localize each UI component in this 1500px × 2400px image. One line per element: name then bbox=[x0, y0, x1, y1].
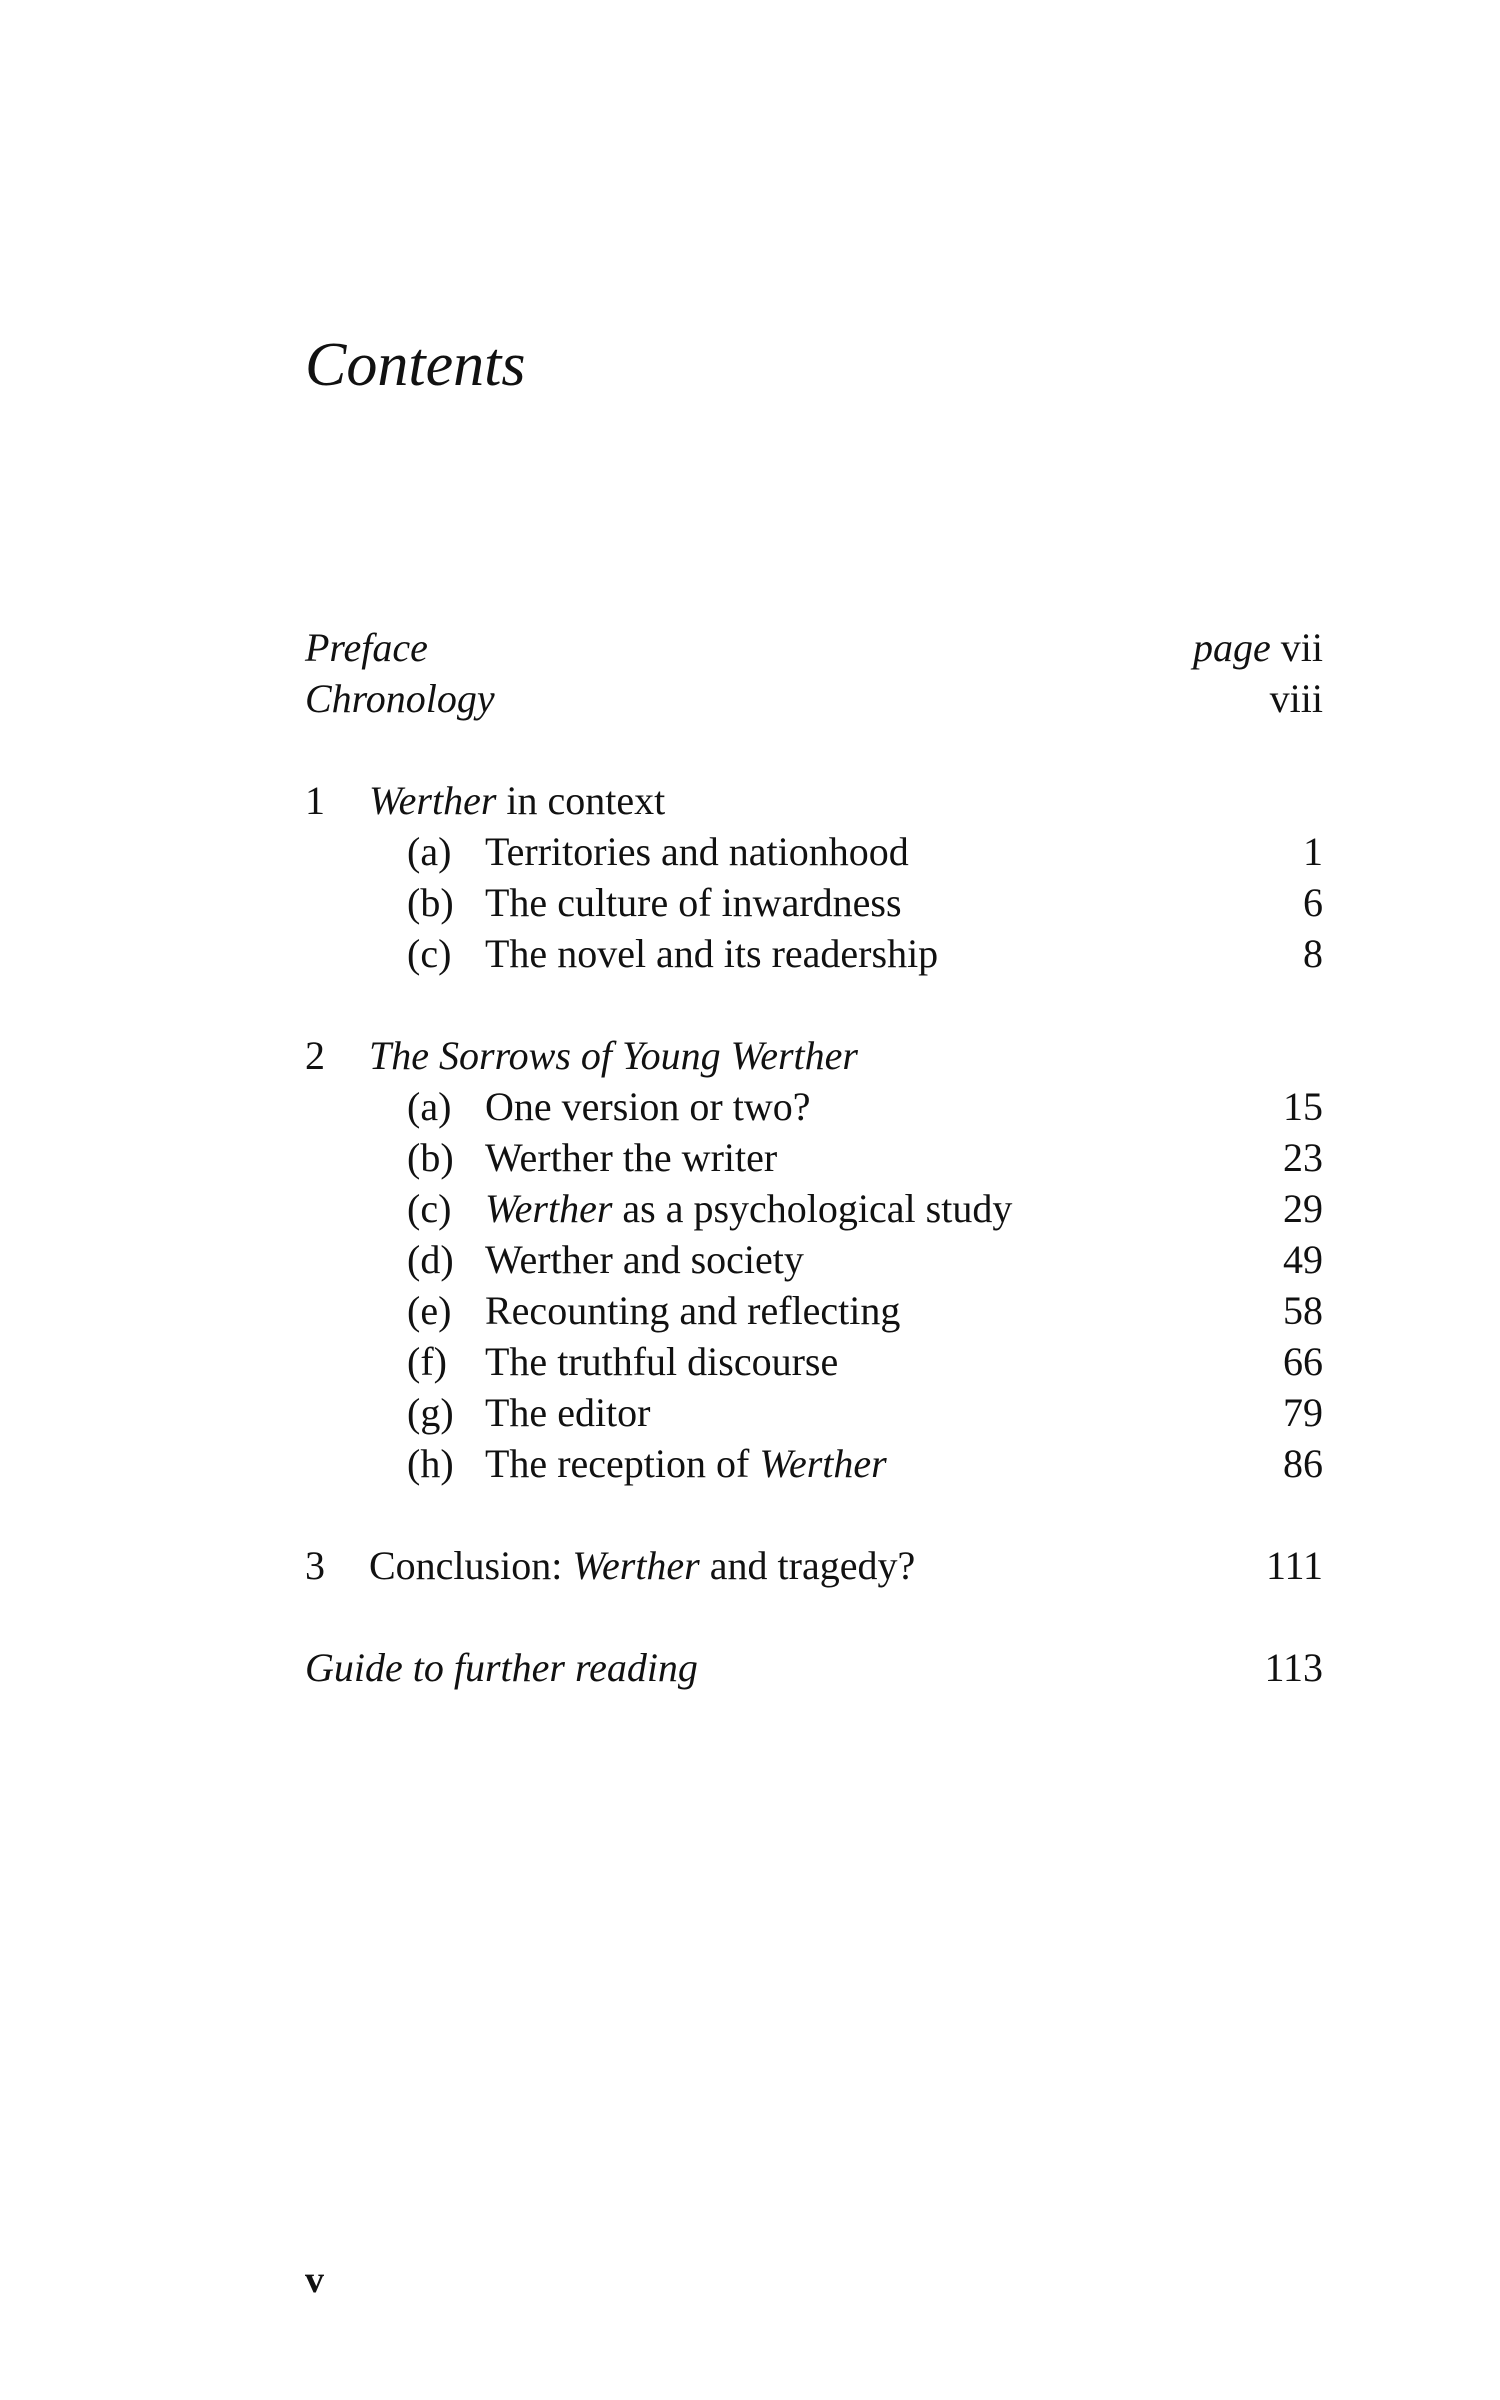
section-page: 15 bbox=[1283, 1084, 1323, 1129]
toc-section-2d bbox=[305, 1234, 1323, 1285]
section-title: The truthful discourse bbox=[485, 1339, 839, 1384]
section-page: 1 bbox=[1303, 829, 1323, 874]
section-title: The editor bbox=[485, 1390, 651, 1435]
section-title: Werther the writer bbox=[485, 1135, 778, 1180]
toc-section-2b bbox=[305, 1132, 1323, 1183]
chapter-title: Conclusion: Werther and tragedy? bbox=[369, 1543, 916, 1588]
section-page: 66 bbox=[1283, 1339, 1323, 1384]
page-number: vii bbox=[1280, 625, 1323, 670]
chapter-number: 3 bbox=[305, 1543, 325, 1588]
page-folio: v bbox=[305, 2259, 324, 2301]
section-page: 23 bbox=[1283, 1135, 1323, 1180]
section-page: 6 bbox=[1303, 880, 1323, 925]
section-label: (a) bbox=[407, 829, 452, 874]
toc-entry-guide bbox=[305, 1642, 1323, 1693]
section-page: 8 bbox=[1303, 931, 1323, 976]
page-prefix: page bbox=[1193, 625, 1271, 670]
toc-chapter-1 bbox=[305, 775, 1323, 826]
toc-section-1a bbox=[305, 826, 1323, 877]
entry-page: viii bbox=[1269, 676, 1323, 721]
section-title: Werther and society bbox=[485, 1237, 804, 1282]
toc-chapter-2 bbox=[305, 1030, 1323, 1081]
chapter-title: Werther in context bbox=[369, 778, 666, 823]
section-title: One version or two? bbox=[485, 1084, 811, 1129]
entry-title: Chronology bbox=[305, 676, 495, 721]
toc-section-2e bbox=[305, 1285, 1323, 1336]
section-title: Werther as a psychological study bbox=[485, 1186, 1013, 1231]
toc-entry-preface bbox=[305, 622, 1323, 673]
chapter-title: The Sorrows of Young Werther bbox=[369, 1033, 858, 1078]
section-label: (g) bbox=[407, 1390, 454, 1435]
toc-section-2f bbox=[305, 1336, 1323, 1387]
toc-section-2a bbox=[305, 1081, 1323, 1132]
toc-entry-chronology bbox=[305, 673, 1323, 724]
section-label: (c) bbox=[407, 1186, 452, 1231]
section-label: (a) bbox=[407, 1084, 452, 1129]
toc-section-1c bbox=[305, 928, 1323, 979]
entry-page bbox=[1193, 622, 1323, 673]
section-page: 86 bbox=[1283, 1441, 1323, 1486]
section-page: 29 bbox=[1283, 1186, 1323, 1231]
page-title: Contents bbox=[305, 331, 526, 399]
section-title: The novel and its readership bbox=[485, 931, 939, 976]
table-of-contents bbox=[305, 622, 1323, 1693]
section-label: (b) bbox=[407, 1135, 454, 1180]
toc-section-2c bbox=[305, 1183, 1323, 1234]
chapter-number: 2 bbox=[305, 1033, 325, 1078]
section-label: (h) bbox=[407, 1441, 454, 1486]
toc-section-2g bbox=[305, 1387, 1323, 1438]
section-page: 58 bbox=[1283, 1288, 1323, 1333]
section-title: Recounting and reflecting bbox=[485, 1288, 901, 1333]
chapter-number: 1 bbox=[305, 778, 325, 823]
section-label: (b) bbox=[407, 880, 454, 925]
section-page: 49 bbox=[1283, 1237, 1323, 1282]
section-label: (e) bbox=[407, 1288, 452, 1333]
chapter-page: 111 bbox=[1265, 1543, 1323, 1588]
section-label: (d) bbox=[407, 1237, 454, 1282]
section-title: Territories and nationhood bbox=[485, 829, 909, 874]
section-label: (c) bbox=[407, 931, 452, 976]
section-title: The reception of Werther bbox=[485, 1441, 887, 1486]
toc-chapter-3 bbox=[305, 1540, 1323, 1591]
entry-title: Guide to further reading bbox=[305, 1645, 698, 1690]
section-label: (f) bbox=[407, 1339, 447, 1384]
section-title: The culture of inwardness bbox=[485, 880, 902, 925]
section-page: 79 bbox=[1283, 1390, 1323, 1435]
toc-section-1b bbox=[305, 877, 1323, 928]
toc-section-2h bbox=[305, 1438, 1323, 1489]
entry-page: 113 bbox=[1264, 1645, 1323, 1690]
entry-title: Preface bbox=[305, 625, 428, 670]
